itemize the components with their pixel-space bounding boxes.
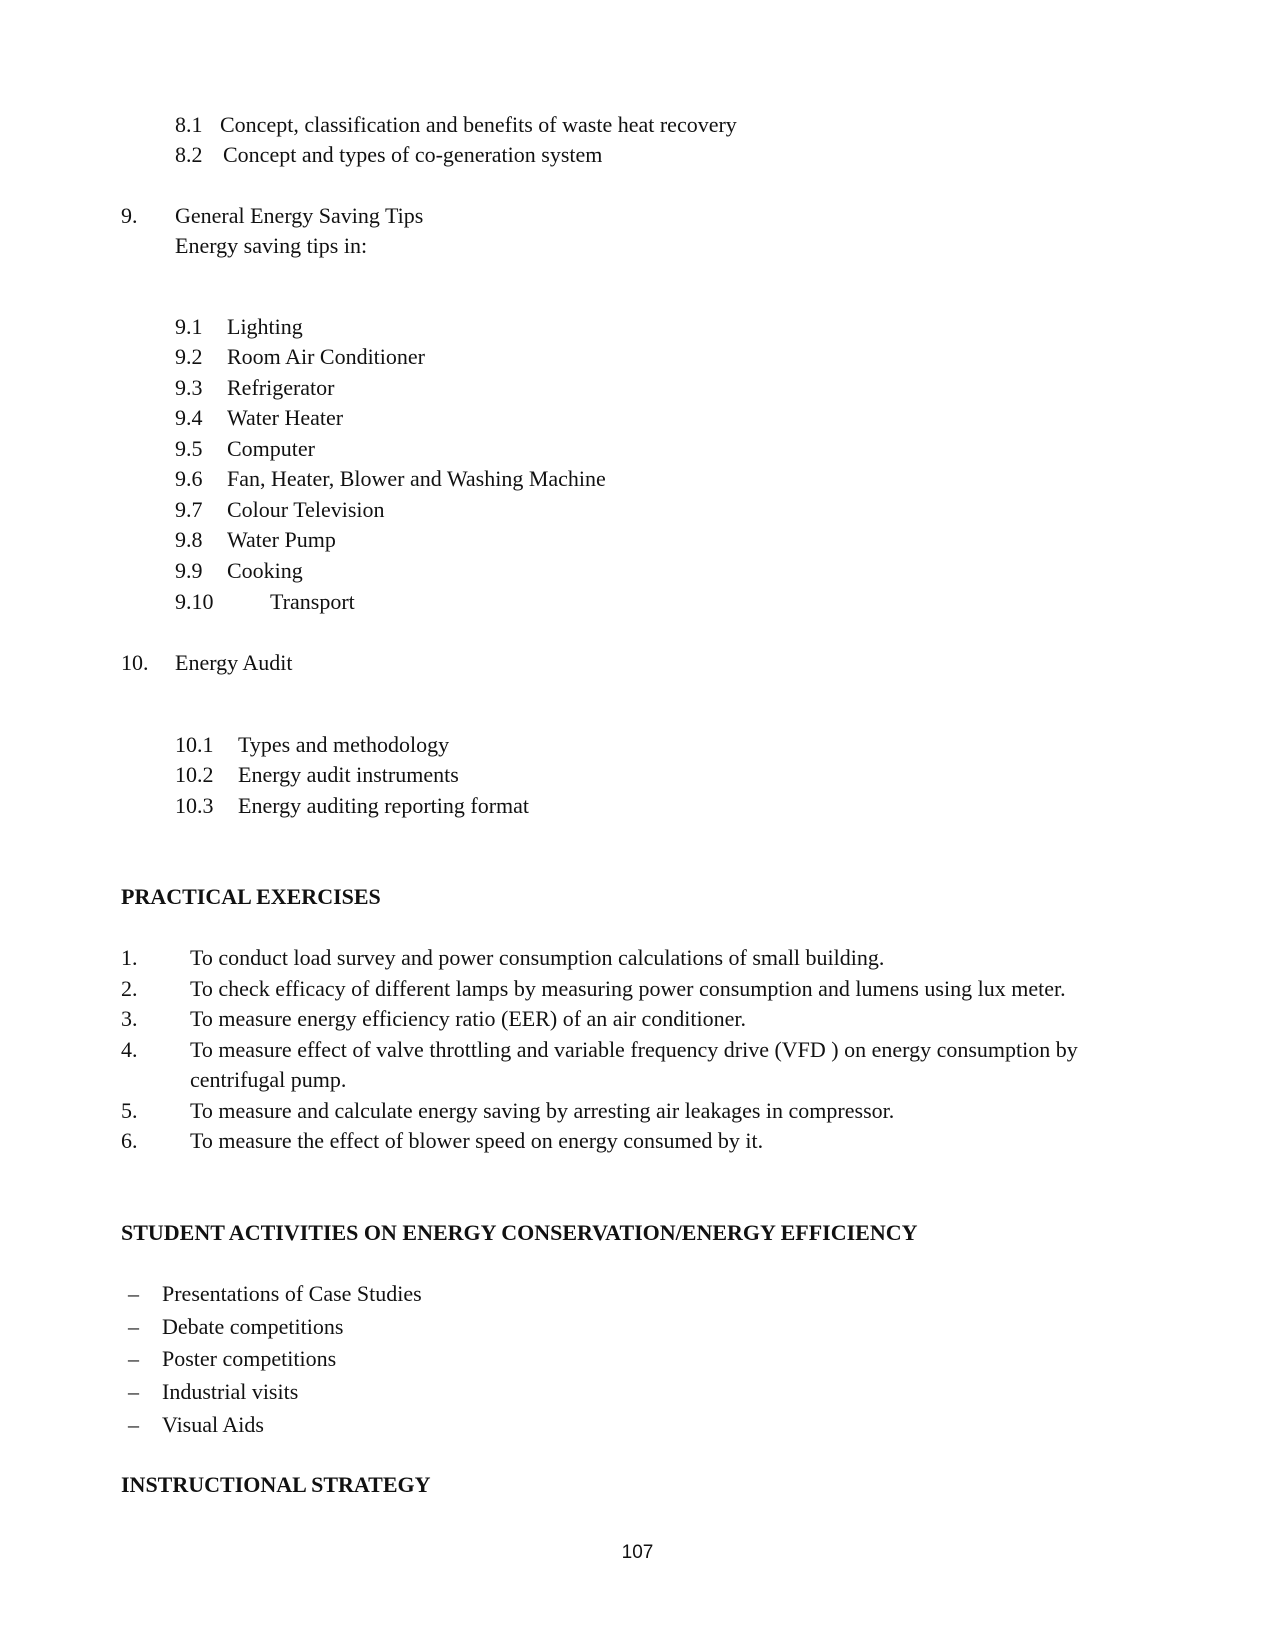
- list-item-text: Industrial visits: [162, 1379, 299, 1404]
- item-number: 10.2: [175, 762, 214, 787]
- item-number: 9.6: [175, 466, 203, 491]
- bullet-dash: –: [128, 1379, 139, 1404]
- item-number: 8.1: [175, 112, 203, 137]
- item-number: 9.1: [175, 314, 203, 339]
- list-item-text: Fan, Heater, Blower and Washing Machine: [227, 466, 606, 491]
- list-item-text: To measure and calculate energy saving by arresting air leakages in compressor.: [190, 1098, 895, 1123]
- item-number: 9.10: [175, 589, 214, 614]
- list-item-text: Types and methodology: [238, 732, 450, 757]
- list-item-text: Colour Television: [227, 497, 385, 522]
- item-number: 2.: [121, 976, 138, 1001]
- section-number: 10.: [121, 650, 149, 675]
- item-number: 9.2: [175, 344, 203, 369]
- item-number: 1.: [121, 945, 138, 970]
- list-item-text: Energy audit instruments: [238, 762, 459, 787]
- list-item-text: Water Heater: [227, 405, 344, 430]
- item-number: 10.1: [175, 732, 214, 757]
- list-item-text: Lighting: [227, 314, 303, 339]
- item-number: 6.: [121, 1128, 138, 1153]
- section-title: General Energy Saving Tips: [175, 203, 424, 228]
- list-item-text: Refrigerator: [227, 375, 335, 400]
- list-item-text: To check efficacy of different lamps by measuring power consumption and lumens using lux meter.: [190, 976, 1066, 1001]
- list-item: [175, 112, 203, 138]
- bullet-dash: –: [128, 1314, 139, 1339]
- item-number: 5.: [121, 1098, 138, 1123]
- list-item-text: To conduct load survey and power consumption calculations of small building.: [190, 945, 885, 970]
- item-number: 9.4: [175, 405, 203, 430]
- bullet-dash: –: [128, 1281, 139, 1306]
- bullet-dash: –: [128, 1346, 139, 1371]
- item-number: 8.2: [175, 142, 203, 167]
- list-item-text: Cooking: [227, 558, 303, 583]
- strategy-heading: INSTRUCTIONAL STRATEGY: [121, 1472, 431, 1497]
- item-number: 9.9: [175, 558, 203, 583]
- list-item-text: Computer: [227, 436, 315, 461]
- list-item-text: Poster competitions: [162, 1346, 337, 1371]
- item-number: 9.5: [175, 436, 203, 461]
- activities-heading: STUDENT ACTIVITIES ON ENERGY CONSERVATION/ENERGY EFFICIENCY: [121, 1220, 918, 1245]
- item-number: 4.: [121, 1037, 138, 1062]
- list-item-text: Visual Aids: [162, 1412, 264, 1437]
- practical-heading: PRACTICAL EXERCISES: [121, 884, 381, 909]
- list-item-text: Water Pump: [227, 527, 336, 552]
- list-item-text: Concept and types of co-generation system: [223, 142, 603, 167]
- list-item-text: Room Air Conditioner: [227, 344, 425, 369]
- item-number: 9.7: [175, 497, 203, 522]
- list-item-text: Transport: [270, 589, 355, 614]
- item-number: 10.3: [175, 793, 214, 818]
- list-item-text: To measure effect of valve throttling and variable frequency drive (VFD ) on energy consumption by: [190, 1037, 1078, 1062]
- list-item-continuation: centrifugal pump.: [190, 1067, 347, 1092]
- item-number: 9.3: [175, 375, 203, 400]
- list-item-text: To measure the effect of blower speed on energy consumed by it.: [190, 1128, 764, 1153]
- list-item-text: To measure energy efficiency ratio (EER) of an air conditioner.: [190, 1006, 746, 1031]
- bullet-dash: –: [128, 1412, 139, 1437]
- list-item-text: Presentations of Case Studies: [162, 1281, 422, 1306]
- section-subtitle: Energy saving tips in:: [175, 233, 368, 258]
- item-number: 3.: [121, 1006, 138, 1031]
- item-number: 9.8: [175, 527, 203, 552]
- list-item-text: Energy auditing reporting format: [238, 793, 530, 818]
- page-number: 107: [621, 1542, 654, 1563]
- section-title: Energy Audit: [175, 650, 293, 675]
- list-item-text: Debate competitions: [162, 1314, 344, 1339]
- section-number: 9.: [121, 203, 138, 228]
- list-item-text: Concept, classification and benefits of waste heat recovery: [220, 112, 737, 137]
